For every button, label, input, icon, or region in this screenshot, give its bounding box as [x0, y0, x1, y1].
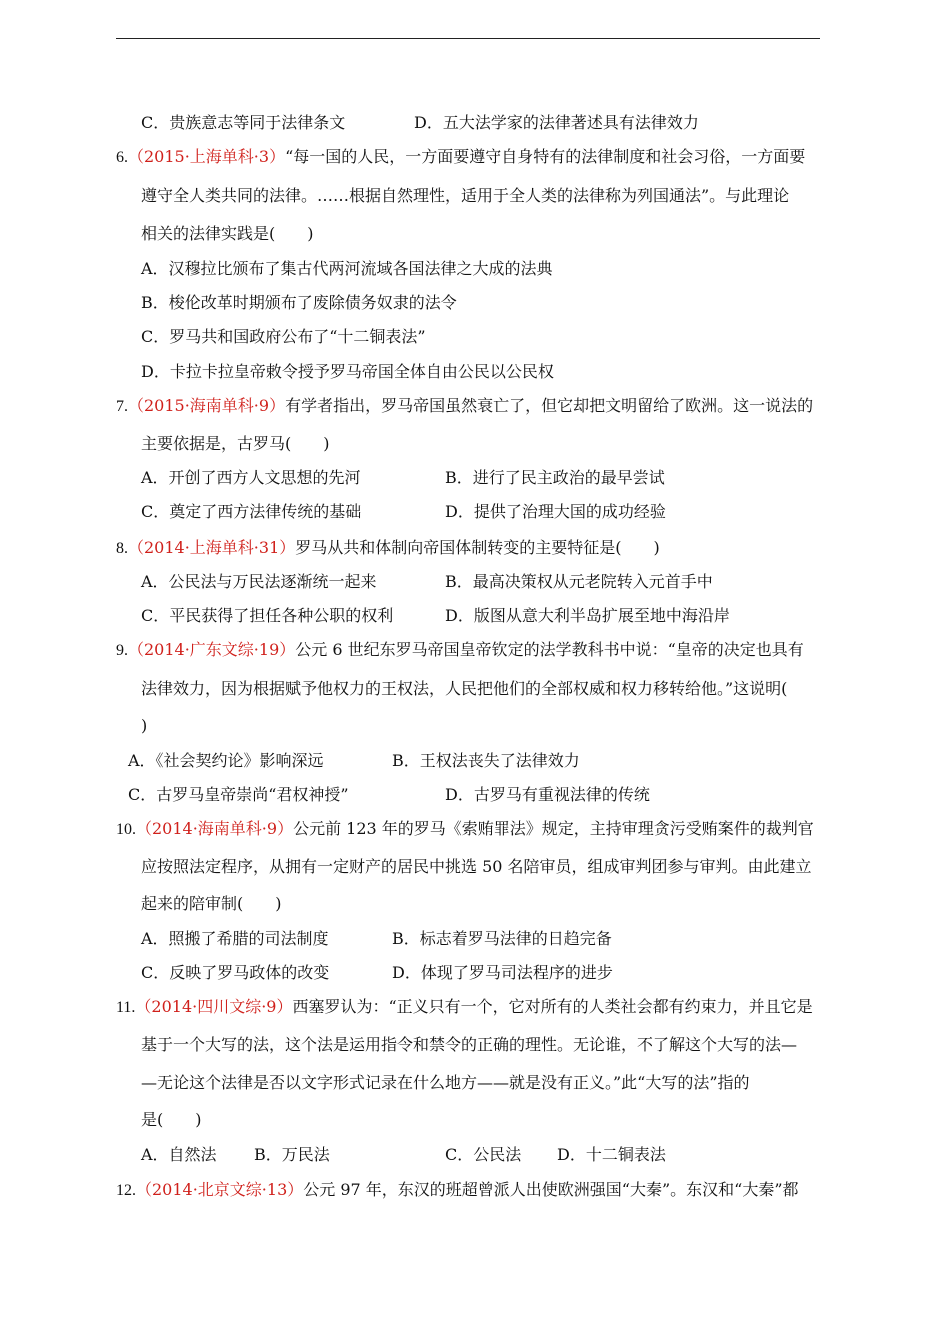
- q6-source: （2015·上海单科·3）: [128, 147, 286, 166]
- q6-text1: “每一国的人民，一方面要遵守自身特有的法律制度和社会习俗，一方面要: [285, 147, 806, 166]
- q8-option-b: B．最高决策权从元老院转入元首手中: [445, 572, 713, 591]
- q7-number: 7.: [116, 398, 128, 415]
- q5-option-c: C．贵族意志等同于法律条文: [141, 113, 346, 132]
- q10-number: 10.: [116, 821, 136, 838]
- q7-stem-line1: [116, 396, 813, 417]
- q6-stem-line3: 相关的法律实践是( ): [141, 224, 314, 243]
- q11-option-b: B．万民法: [254, 1145, 330, 1164]
- q11-stem-line3: —无论这个法律是否以文字形式记录在什么地方——就是没有正义。”此“大写的法”指的: [141, 1073, 750, 1092]
- q12-text1: 公元 97 年，东汉的班超曾派人出使欧洲强国“大秦”。东汉和“大秦”都: [303, 1180, 799, 1199]
- q5-option-d: D．五大法学家的法律著述具有法律效力: [414, 113, 699, 132]
- q11-stem-line4: 是( ): [141, 1110, 202, 1129]
- q6-option-c: C．罗马共和国政府公布了“十二铜表法”: [141, 327, 426, 346]
- q7-option-d: D．提供了治理大国的成功经验: [445, 502, 666, 521]
- q10-stem-line1: [116, 819, 814, 840]
- q11-option-d: D．十二铜表法: [557, 1145, 666, 1164]
- q6-option-b: B．梭伦改革时期颁布了废除债务奴隶的法令: [141, 293, 457, 312]
- header-rule: [116, 38, 820, 39]
- q8-option-a: A．公民法与万民法逐渐统一起来: [141, 572, 377, 591]
- q11-option-c: C．公民法: [445, 1145, 522, 1164]
- q8-stem-line1: [116, 538, 660, 559]
- q11-stem-line2: 基于一个大写的法，这个法是运用指令和禁令的正确的理性。无论谁，不了解这个大写的法—: [141, 1035, 798, 1054]
- q10-option-b: B．标志着罗马法律的日趋完备: [392, 929, 612, 948]
- q9-option-b: B．王权法丧失了法律效力: [392, 751, 580, 770]
- q12-stem-line1: [116, 1180, 799, 1201]
- q9-stem-line2: 法律效力，因为根据赋予他权力的王权法，人民把他们的全部权威和权力移转给他。”这说明(: [141, 679, 788, 698]
- q8-option-c: C．平民获得了担任各种公职的权利: [141, 606, 394, 625]
- q8-number: 8.: [116, 540, 128, 557]
- q9-source: （2014·广东文综·19）: [128, 640, 296, 659]
- q10-stem-line2: 应按照法定程序，从拥有一定财产的居民中挑选 50 名陪审员，组成审判团参与审判。由此建立: [141, 857, 812, 876]
- q8-source: （2014·上海单科·31）: [128, 538, 296, 557]
- q7-text1: 有学者指出，罗马帝国虽然衰亡了，但它却把文明留给了欧洲。这一说法的: [285, 396, 814, 415]
- q10-option-d: D．体现了罗马司法程序的进步: [392, 963, 613, 982]
- q7-option-a: A．开创了西方人文思想的先河: [141, 468, 361, 487]
- q9-number: 9.: [116, 642, 128, 659]
- q11-text1: 西塞罗认为：“正义只有一个，它对所有的人类社会都有约束力，并且它是: [292, 997, 813, 1016]
- q11-number: 11.: [116, 999, 136, 1016]
- q9-stem-line3: ): [141, 716, 148, 735]
- q10-option-a: A．照搬了希腊的司法制度: [141, 929, 329, 948]
- q10-option-c: C．反映了罗马政体的改变: [141, 963, 330, 982]
- q8-text1: 罗马从共和体制向帝国体制转变的主要特征是( ): [295, 538, 660, 557]
- q7-source: （2015·海南单科·9）: [128, 396, 286, 415]
- q6-option-d: D．卡拉卡拉皇帝敕令授予罗马帝国全体自由公民以公民权: [141, 362, 554, 381]
- q6-stem-line2: 遵守全人类共同的法律。……根据自然理性，适用于全人类的法律称为列国通法”。与此理论: [141, 186, 790, 205]
- q10-text1: 公元前 123 年的罗马《索贿罪法》规定，主持审理贪污受贿案件的裁判官: [293, 819, 814, 838]
- q7-option-c: C．奠定了西方法律传统的基础: [141, 502, 362, 521]
- q9-option-a: A．《社会契约论》影响深远: [128, 751, 324, 770]
- q11-stem-line1: [116, 997, 813, 1018]
- q6-stem-line1: [116, 147, 805, 168]
- q9-stem-line1: [116, 640, 804, 661]
- q9-option-c: C．古罗马皇帝崇尚“君权神授”: [128, 785, 349, 804]
- q7-option-b: B．进行了民主政治的最早尝试: [445, 468, 665, 487]
- q11-source: （2014·四川文综·9）: [135, 997, 293, 1016]
- q9-option-d: D．古罗马有重视法律的传统: [445, 785, 650, 804]
- q8-option-d: D．版图从意大利半岛扩展至地中海沿岸: [445, 606, 730, 625]
- q9-text1: 公元 6 世纪东罗马帝国皇帝钦定的法学教科书中说：“皇帝的决定也具有: [295, 640, 804, 659]
- q10-source: （2014·海南单科·9）: [136, 819, 294, 838]
- q7-stem-line2: 主要依据是，古罗马( ): [141, 434, 330, 453]
- q11-option-a: A．自然法: [141, 1145, 217, 1164]
- q10-stem-line3: 起来的陪审制( ): [141, 894, 282, 913]
- q6-number: 6.: [116, 149, 128, 166]
- q12-number: 12.: [116, 1182, 136, 1199]
- q12-source: （2014·北京文综·13）: [136, 1180, 304, 1199]
- q6-option-a: A．汉穆拉比颁布了集古代两河流域各国法律之大成的法典: [141, 259, 553, 278]
